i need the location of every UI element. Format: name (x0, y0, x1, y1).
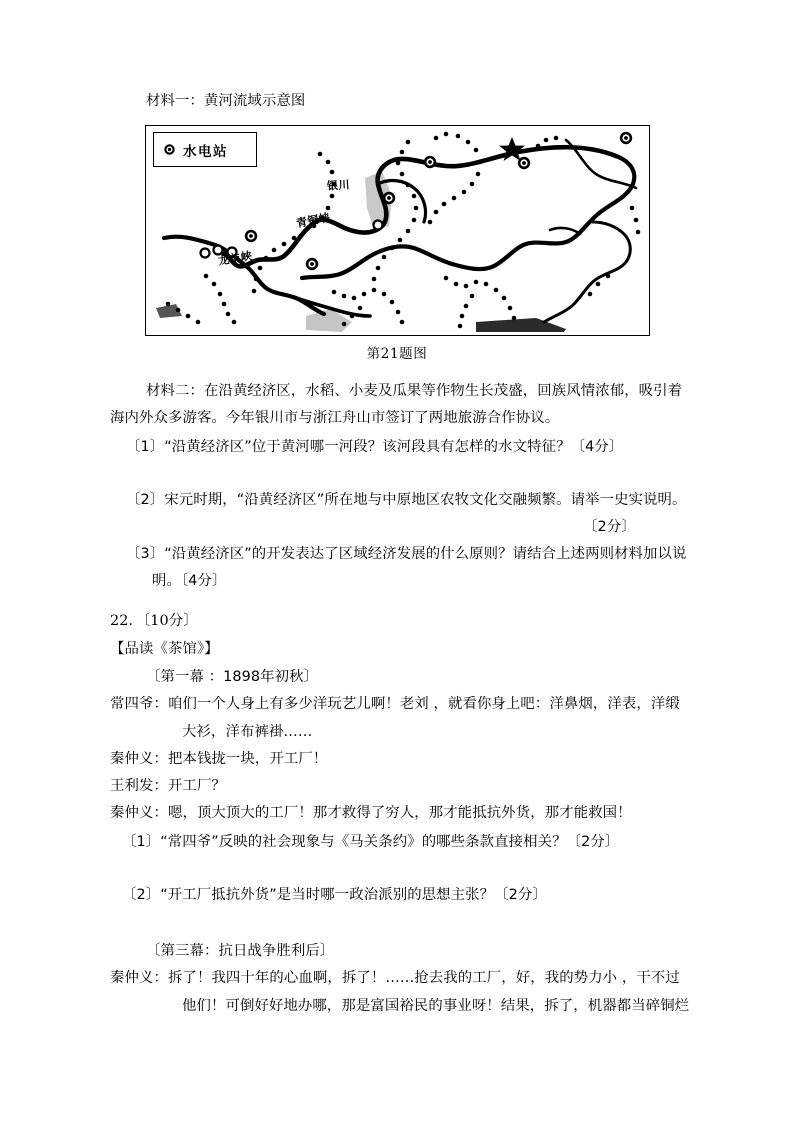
material-two-line-2: 海内外众多游客。今年银川市与浙江舟山市签订了两地旅游合作协议。 (110, 410, 560, 426)
hydro-marker-north (424, 156, 436, 168)
dialogue-line-chang-siye-2: 大衫，洋布裤褂…… (182, 724, 313, 740)
hydro-marker-mid-upper (245, 230, 257, 242)
map-label-longyangxia: 龙羊峡 (217, 249, 254, 268)
map-legend-label: 水电站 (183, 143, 228, 160)
question-21-sub-2-line-1: 〔2〕宋元时期，“沿黄经济区”所在地与中原地区农牧文化交融频繁。请举一史实说明。 (126, 492, 687, 508)
hydro-marker-qingtongxia (372, 219, 383, 230)
dialogue-line-chang-siye-1: 常四爷：咱们一个人身上有多少洋玩艺儿啊！老刘 ，就看你身上吧：洋鼻烟，洋表，洋缎 (110, 696, 680, 712)
material-two-line-1: 材料二：在沿黄经济区，水稻、小麦及瓜果等作物生长茂盛，回族风情浓郁，吸引着 (146, 383, 683, 399)
question-22-title: 【品读《茶馆》】 (110, 641, 219, 657)
hydro-marker-longyangxia-1 (199, 247, 210, 258)
hydro-marker-mid-lower (306, 258, 318, 270)
hydropower-station-icon (163, 143, 176, 156)
hydro-marker-yinchuan (383, 192, 395, 204)
act-one-heading: 〔第一幕 ：1898年初秋〕 (146, 669, 319, 685)
figure-caption: 第21题图 (366, 346, 428, 362)
dialogue-line-qin-zhongyi-3-line-2: 他们！可倒好好地办哪，那是富国裕民的事业呀！结果，拆了，机器都当碎铜烂 (182, 998, 690, 1014)
question-21-sub-3-line-1: 〔3〕“沿黄经济区”的开发表达了区域经济发展的什么原则？请结合上述两则材料加以说 (126, 546, 687, 562)
dialogue-line-qin-zhongyi-3-line-1: 秦仲义：拆了！我四十年的心血啊，拆了！……抢去我的工厂，好，我的势力小 ，干不过 (110, 970, 680, 986)
dialogue-line-qin-zhongyi-2: 秦仲义：嗯，顶大顶大的工厂！那才救得了穷人，那才能抵抗外货，那才能救国！ (110, 805, 632, 821)
question-21-sub-3-line-2: 明。〔4分〕 (152, 573, 227, 589)
question-22-sub-1: 〔1〕“常四爷”反映的社会现象与《马关条约》的哪些条款直接相关？〔2分〕 (122, 834, 620, 850)
question-21-sub-1: 〔1〕“沿黄经济区”位于黄河哪一河段？该河段具有怎样的水文特征？〔4分〕 (126, 439, 624, 455)
question-21-sub-2-score: 〔2分〕 (583, 519, 636, 535)
question-22-sub-2: 〔2〕“开工厂抵抗外货”是当时哪一政治派别的思想主张？〔2分〕 (122, 887, 547, 903)
map-label-yinchuan: 银川 (326, 178, 351, 193)
yellow-river-basin-map (145, 125, 650, 336)
question-22-number: 22．〔10分〕 (110, 613, 198, 629)
hydro-marker-far-right (620, 132, 632, 144)
dialogue-line-qin-zhongyi-1: 秦仲义：把本钱拢一块，开工厂！ (110, 751, 328, 767)
dialogue-line-wang-lifa-1: 王利发：开工厂？ (110, 778, 226, 794)
act-three-heading: 〔第三幕：抗日战争胜利后〕 (146, 943, 335, 959)
map-label-qingtongxia: 青铜峡 (295, 210, 332, 231)
map-legend (153, 132, 257, 167)
material-one-heading: 材料一：黄河流域示意图 (146, 93, 306, 109)
